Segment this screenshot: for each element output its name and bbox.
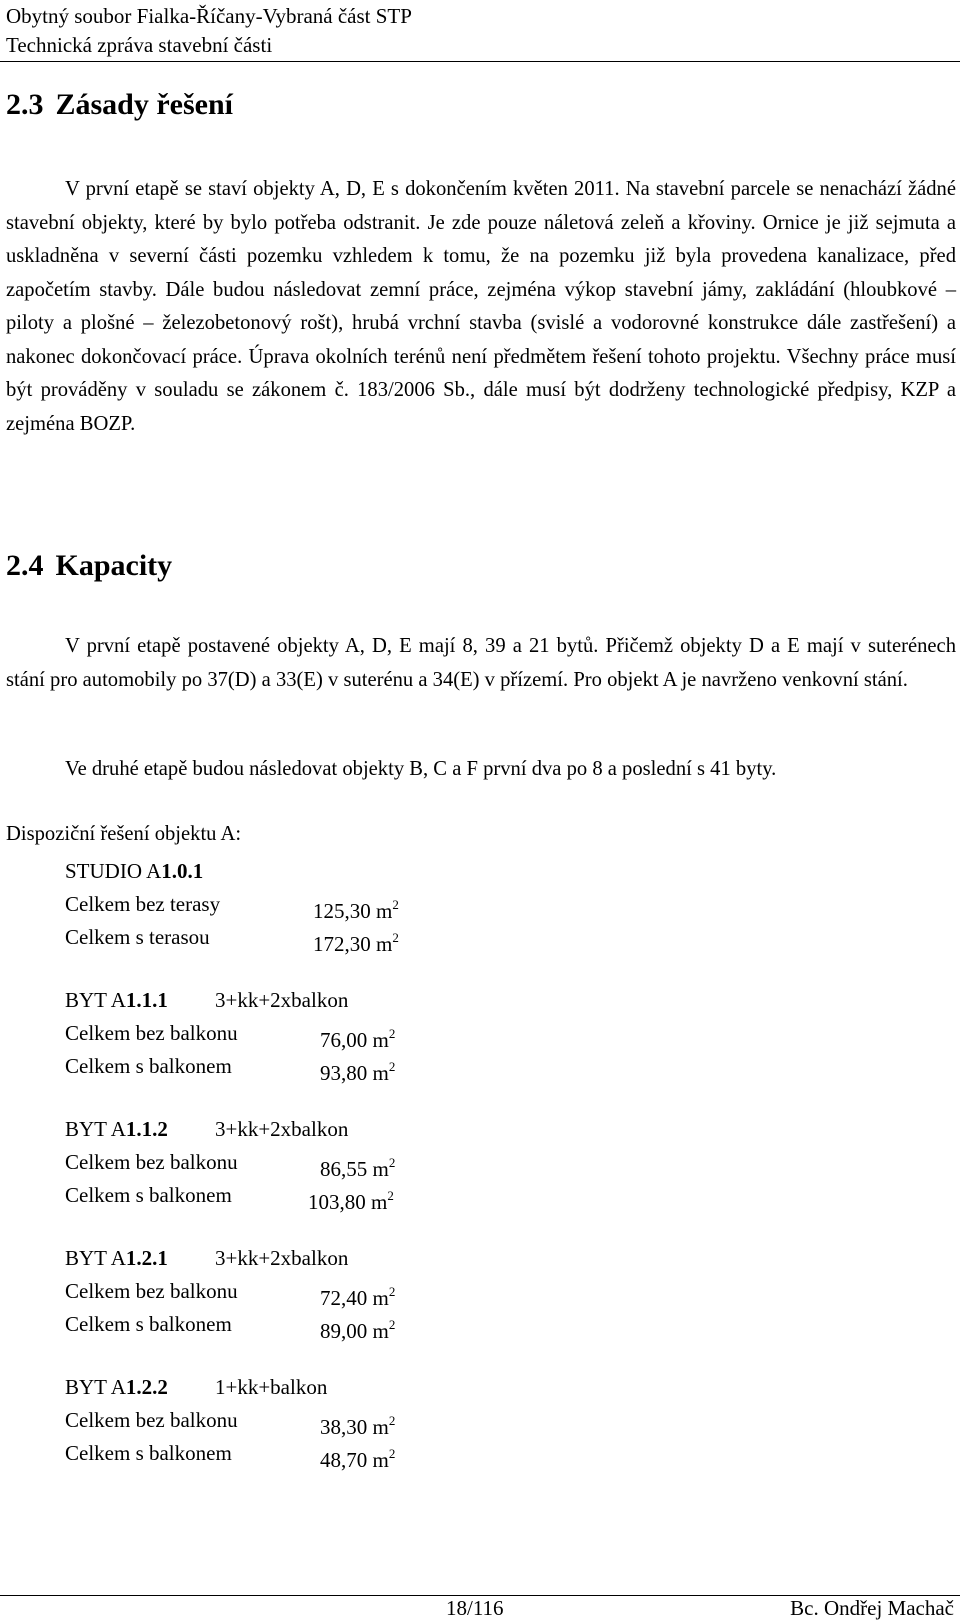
unit-type: 3+kk+2xbalkon (215, 988, 349, 1012)
area-label: Celkem s balkonem (65, 1441, 232, 1465)
unit-code-letter: A (110, 1246, 126, 1270)
section-heading-2-4 (6, 549, 172, 583)
area-exponent: 2 (388, 1155, 396, 1170)
area-value (320, 1308, 395, 1348)
page-header (6, 2, 954, 60)
paragraph-text: V první etapě postavené objekty A, D, E mají 8, 39 a 21 bytů. Přičemž objekty D a E mají v suterénech stání pro automobily po 37(D) a 33(E) v suterénu a 34(E) v přízemí. Pro objekt A je navrženo venkovní stání. (6, 635, 956, 691)
area-number: 89,00 m (320, 1319, 389, 1343)
area-number: 72,40 m (320, 1286, 389, 1310)
unit-prefix: BYT (65, 1117, 107, 1141)
area-exponent: 2 (392, 897, 399, 912)
unit-code-number: 1.0.1 (161, 859, 204, 883)
section-2-4-paragraph-2: Ve druhé etapě budou následovat objekty B, C a F první dva po 8 a poslední s 41 byty. (65, 758, 777, 780)
unit-code-number: 1.2.2 (125, 1375, 168, 1399)
section-number: 2.4 (6, 549, 44, 582)
unit-code-letter: A (110, 988, 126, 1012)
footer-author: Bc. Ondřej Machač (790, 1596, 954, 1620)
area-value (320, 1437, 395, 1477)
area-value (313, 921, 399, 961)
area-number: 86,55 m (320, 1157, 389, 1181)
area-number: 93,80 m (320, 1061, 389, 1085)
header-document-title: Technická zpráva stavební části (6, 33, 273, 57)
area-number: 76,00 m (320, 1028, 389, 1052)
area-value (320, 1050, 395, 1090)
area-exponent: 2 (392, 930, 399, 945)
area-exponent: 2 (388, 1446, 396, 1461)
unit-prefix: BYT (65, 1375, 107, 1399)
area-number: 172,30 m (313, 932, 393, 956)
unit-code-number: 1.2.1 (125, 1246, 168, 1270)
area-label: Celkem s balkonem (65, 1054, 232, 1078)
area-exponent: 2 (388, 1284, 396, 1299)
unit-code-number: 1.1.2 (125, 1117, 168, 1141)
unit-code-letter: A (110, 1117, 126, 1141)
area-label: Celkem bez terasy (65, 892, 221, 916)
area-label: Celkem s terasou (65, 925, 210, 949)
area-exponent: 2 (388, 1059, 396, 1074)
unit-prefix: STUDIO (65, 859, 142, 883)
unit-code-number: 1.1.1 (125, 988, 168, 1012)
area-exponent: 2 (388, 1026, 396, 1041)
section-2-4-paragraph-1 (6, 630, 956, 697)
unit-prefix: BYT (65, 1246, 107, 1270)
area-label: Celkem s balkonem (65, 1183, 232, 1207)
unit-prefix: BYT (65, 988, 107, 1012)
header-project-title: Obytný soubor Fialka-Říčany-Vybraná část STP (6, 4, 412, 28)
area-number: 125,30 m (313, 899, 393, 923)
page-number: 18/116 (446, 1596, 504, 1620)
area-exponent: 2 (387, 1188, 394, 1203)
area-number: 103,80 m (308, 1190, 388, 1214)
section-heading-2-3 (6, 88, 233, 122)
unit-type: 3+kk+2xbalkon (215, 1246, 349, 1270)
area-label: Celkem s balkonem (65, 1312, 232, 1336)
area-value (308, 1179, 394, 1219)
paragraph-text: V první etapě se staví objekty A, D, E s dokončením květen 2011. Na stavební parcele se nenachází žádné stavební objekty, které by bylo potřeba odstranit. Je zde pouze náletová zeleň a křoviny. Ornice je již sejmuta a uskladněna v severní části pozemku vzhledem k tomu, že na pozemku již byla provedena kanalizace, před započetím stavby. Dále budou následovat zemní práce, zejména výkop stavební jámy, zakládání (hloubkové – piloty a plošné – železobetonový rošt), hrubá vrchní stavba (svislé a vodorovné konstrukce dále zastřešení) a nakonec dokončovací práce. Úprava okolních terénů není předmětem řešení tohoto projektu. Všechny práce musí být prováděny v souladu se zákonem č. 183/2006 Sb., dále musí být dodrženy technologické předpisy, KZP a zejména BOZP. (6, 178, 956, 435)
unit-code-letter: A (110, 1375, 126, 1399)
unit-type: 3+kk+2xbalkon (215, 1117, 349, 1141)
unit-type: 1+kk+balkon (215, 1375, 328, 1399)
section-title: Kapacity (55, 549, 173, 582)
area-label: Celkem bez balkonu (65, 1150, 238, 1174)
disposition-label: Dispoziční řešení objektu A: (6, 823, 242, 845)
area-number: 48,70 m (320, 1448, 389, 1472)
area-number: 38,30 m (320, 1415, 389, 1439)
area-exponent: 2 (388, 1413, 396, 1428)
unit-code-letter: A (146, 859, 162, 883)
area-label: Celkem bez balkonu (65, 1408, 238, 1432)
area-label: Celkem bez balkonu (65, 1279, 238, 1303)
area-label: Celkem bez balkonu (65, 1021, 238, 1045)
section-2-3-paragraph (6, 173, 956, 441)
section-title: Zásady řešení (55, 88, 234, 121)
section-number: 2.3 (6, 88, 44, 121)
header-rule (0, 61, 960, 62)
area-exponent: 2 (388, 1317, 396, 1332)
